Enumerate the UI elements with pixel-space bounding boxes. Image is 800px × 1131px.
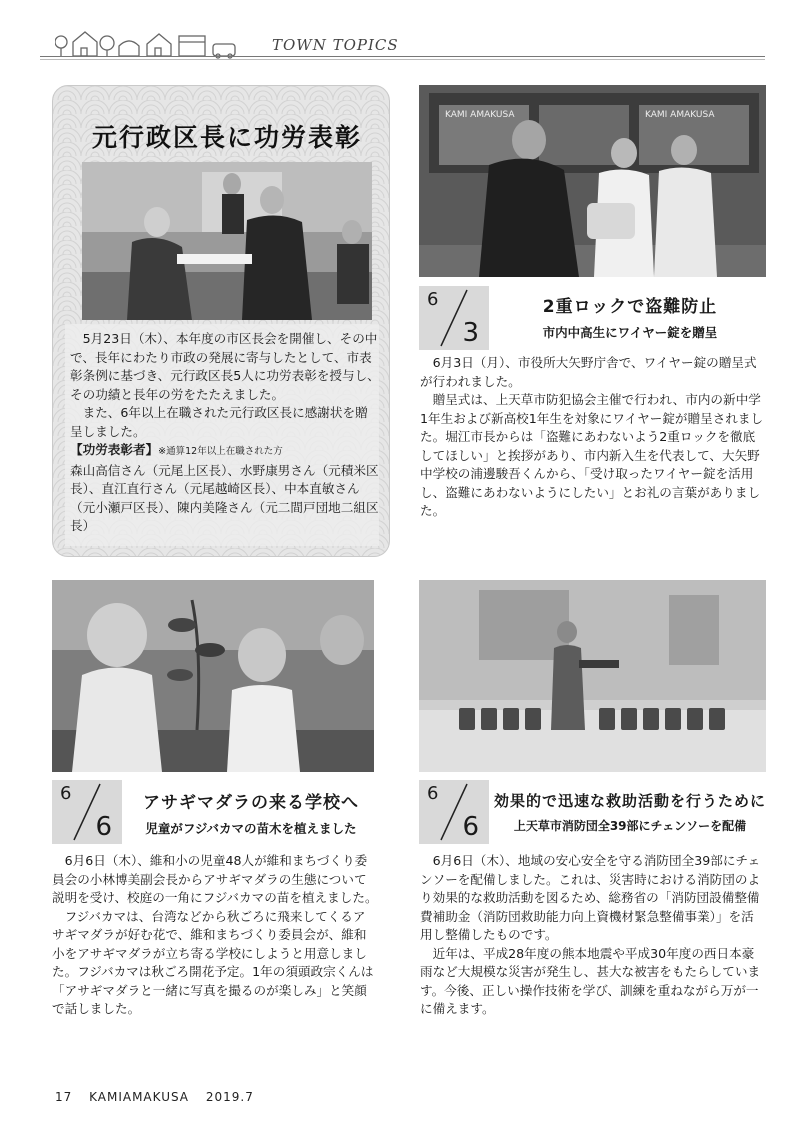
lock-heading (495, 292, 765, 341)
award-headline: 元行政区長に功労表彰 (91, 123, 362, 152)
award-ceremony-photo (82, 162, 372, 320)
honoree-list: 森山高信さん（元尾上区長）、水野康男さん（元積米区長）、直江直行さん（元尾越崎区長）、中本直敏さん（元小瀬戸区長）、陳内美隆さん（元二間戸団地二組区長） (70, 462, 379, 533)
photo-sign-text: KAMI AMAKUSA (445, 110, 515, 120)
butterfly-paragraph: 6月6日（木）、維和小の児童48人が維和まちづくり委員会の小林博美副会長からアサギマダラの生態について説明を受け、校庭の一角にフジバカマの苗を植えました。 (52, 853, 378, 905)
honoree-note: ※通算12年以上在職された方 (158, 446, 283, 457)
chainsaw-heading (493, 790, 767, 834)
wire-lock-ceremony-photo (419, 85, 766, 277)
section-title: TOWN TOPICS (272, 36, 399, 54)
page-header (40, 28, 765, 60)
chainsaw-distribution-photo (419, 580, 766, 772)
award-paragraph: 5月23日（木）、本年度の市区長会を開催し、その中で、長年にわたり市政の発展に寄与したとして、市表彰条例に基づき、元行政区長5人に功労表彰を授与し、その功績と長年の労をたたえました。 (70, 331, 380, 402)
date-badge-butterfly: 6 6 (52, 780, 122, 844)
butterfly-paragraph: フジバカマは、台湾などから秋ごろに飛来してくるアサギマダラが好む花で、維和まちづくり委員会が、維和小をアサギマダラが立ち寄る学校にしようと用意しました。フジバカマは秋ごろ開花予定。1年の須頭政宗くんは「アサギマダラと一緒に写真を撮るのが楽しみ」と笑顔で話しました。 (52, 908, 374, 1016)
page-number: 17 (55, 1090, 73, 1104)
award-paragraph: また、6年以上在職された元行政区長に感謝状を贈呈しました。 (70, 405, 368, 439)
chainsaw-paragraph: 近年は、平成28年度の熊本地震や平成30年度の西日本豪雨など大規模な災害が発生し、甚大な被害をもたらしています。今後、正しい操作技術を学び、訓練を重ねながら万が一に備えます。 (420, 945, 761, 1016)
butterfly-heading (126, 788, 376, 837)
date-badge-lock: 6 3 (419, 286, 489, 350)
svg-text:KAMI AMAKUSA: KAMI AMAKUSA (645, 110, 715, 120)
award-body-text (70, 330, 380, 536)
magazine-name: KAMIAMAKUSA (89, 1090, 190, 1104)
lock-subhead: 市内中高生にワイヤー錠を贈呈 (542, 325, 718, 340)
chainsaw-paragraph: 6月6日（木）、地域の安心安全を守る消防団全39部にチェンソーを配備しました。これは、災害時における消防団のより効果的な救助活動を図るため、総務省の「消防団設備整備費補助金（消防団救助能力向上資機材緊急整備事業）」を活用し整備したものです。 (420, 853, 761, 942)
header-rule (40, 56, 765, 57)
issue-date: 2019.7 (205, 1090, 254, 1104)
butterfly-body-text (52, 852, 378, 1019)
butterfly-subhead: 児童がフジバカマの苗木を植えました (145, 821, 357, 836)
honoree-label: 【功労表彰者】 (70, 442, 159, 457)
children-planting-photo (52, 580, 374, 772)
lock-paragraph: 6月3日（月）、市役所大矢野庁舎で、ワイヤー錠の贈呈式が行われました。 (420, 355, 757, 389)
butterfly-headline: アサギマダラの来る学校へ (143, 793, 359, 813)
honoree-heading (70, 441, 380, 462)
chainsaw-body-text (420, 852, 766, 1019)
lock-paragraph: 贈呈式は、上天草市防犯協会主催で行われ、市内の新中学1年生および新高校1年生を対象にワイヤー錠が贈呈されました。堀江市長からは「盗難にあわないよう2重ロックを徹底してほしい」と挨拶があり、市内新入生を代表して、大矢野中学校の浦邊駿吾くんから、「受け取ったワイヤー錠を活用し、盗難にあわないようにしたい」とお礼の言葉がありました。 (420, 392, 764, 518)
header-rule-thin (40, 59, 765, 60)
date-badge-chainsaw: 6 6 (419, 780, 489, 844)
lock-body-text (420, 354, 766, 521)
chainsaw-headline: 効果的で迅速な救助活動を行うために (493, 792, 766, 810)
lock-headline: 2重ロックで盗難防止 (542, 297, 718, 317)
chainsaw-subhead: 上天草市消防団全39部にチェンソーを配備 (513, 819, 747, 833)
page-footer (55, 1090, 266, 1104)
